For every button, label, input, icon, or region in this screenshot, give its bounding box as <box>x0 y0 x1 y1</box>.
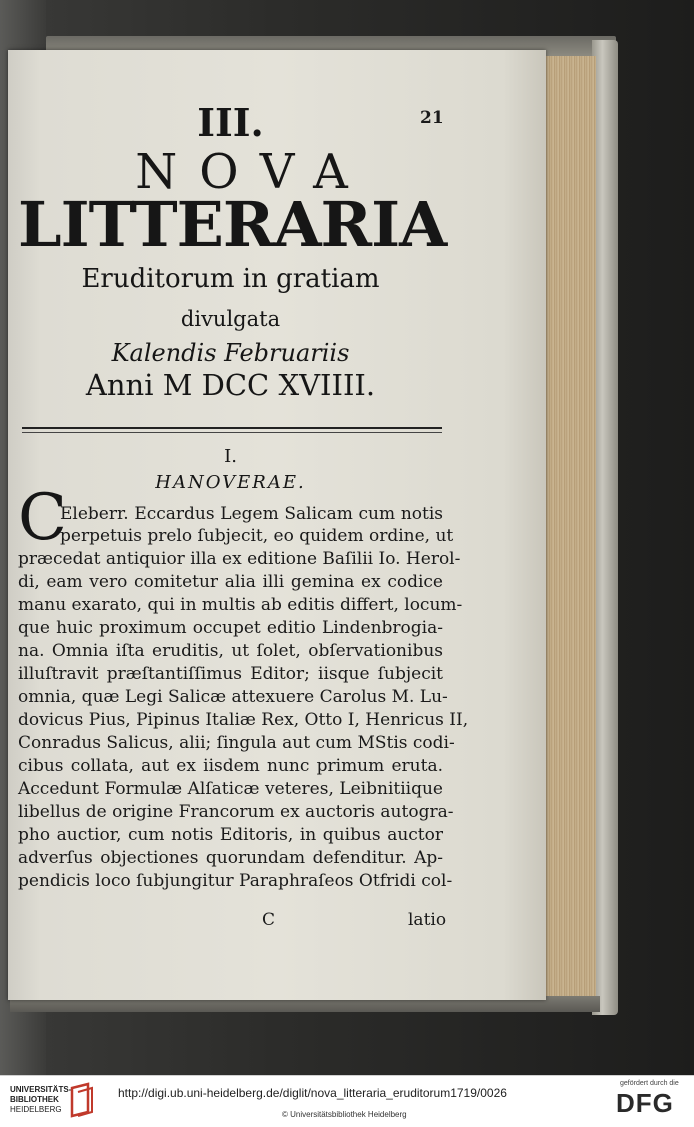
body-line: libellus de origine Francorum ex auctoris autogra- <box>18 802 454 822</box>
body-line: omnia, quæ Legi Salicæ attexuere Carolus M. Lu- <box>18 687 448 707</box>
body-line: di, eam vero comitetur alia illi gemina ex codice <box>18 572 443 592</box>
library-logo-icon <box>68 1082 96 1118</box>
body-line: Conradus Salicus, alii; ſingula aut cum MStis codi- <box>18 733 455 753</box>
body-line: adverſus objectiones quorundam defenditur. Ap- <box>18 848 443 868</box>
signature-mark: C <box>262 910 276 930</box>
library-name-line: BIBLIOTHEK <box>10 1095 59 1104</box>
library-name <box>10 1085 71 1115</box>
body-line: præcedat antiquior illa ex editione Baſilii Io. Herol- <box>18 549 461 569</box>
drop-cap: C <box>18 481 67 555</box>
title-line-1: NOVA <box>135 144 370 200</box>
item-place: HANOVERAE. <box>155 472 306 493</box>
body-line: illuſtravit præſtantiſſimus Editor; iisque ſubjecit <box>18 664 443 684</box>
body-line: pho auctior, cum notis Editoris, in quibus auctor <box>18 825 443 845</box>
body-line: Accedunt Formulæ Alſaticæ veteres, Leibnitiique <box>18 779 443 799</box>
divulgata-line: divulgata <box>180 307 281 331</box>
body-line: dovicus Pius, Pipinus Italiæ Rex, Otto I, Henricus II, <box>18 710 469 730</box>
body-line: na. Omnia iſta eruditis, ut ſolet, obſervationibus <box>18 641 443 661</box>
title-rule <box>22 427 442 429</box>
year-line: Anni M DCC XVIIII. <box>85 368 376 402</box>
title-line-2: LITTERARIA <box>18 188 447 261</box>
body-line: perpetuis prelo ſubjecit, eo quidem ordine, ut <box>60 526 454 546</box>
library-name-line: HEIDELBERG <box>10 1105 62 1114</box>
permalink-url[interactable]: http://digi.ub.uni-heidelberg.de/diglit/nova_litteraria_eruditorum1719/0026 <box>118 1086 507 1100</box>
title-rule-thin <box>22 432 442 433</box>
date-line: Kalendis Februariis <box>111 339 350 367</box>
section-number: III. <box>197 100 264 145</box>
page-stack <box>540 56 596 996</box>
subtitle: Eruditorum in gratiam <box>81 264 380 294</box>
body-line: manu exarato, qui in multis ab editis differt, locum- <box>18 595 463 615</box>
body-line: cibus collata, aut ex iisdem nunc primum eruta. <box>18 756 443 776</box>
library-name-line: UNIVERSITÄTS- <box>10 1085 72 1094</box>
copyright-notice: © Universitätsbibliothek Heidelberg <box>282 1110 407 1119</box>
body-line: Eleberr. Eccardus Legem Salicam cum notis <box>60 504 443 524</box>
funding-note: gefördert durch die <box>620 1080 679 1087</box>
body-line: que huic proximum occupet editio Lindenbrogia- <box>18 618 443 638</box>
catchword: latio <box>408 910 447 930</box>
dfg-logo: DFG <box>616 1088 674 1118</box>
viewer-footer <box>0 1075 694 1127</box>
item-number: I. <box>224 446 237 467</box>
body-line: pendicis loco ſubjungitur Paraphraſeos Otfridi col- <box>18 871 453 891</box>
page-number: 21 <box>420 108 444 128</box>
